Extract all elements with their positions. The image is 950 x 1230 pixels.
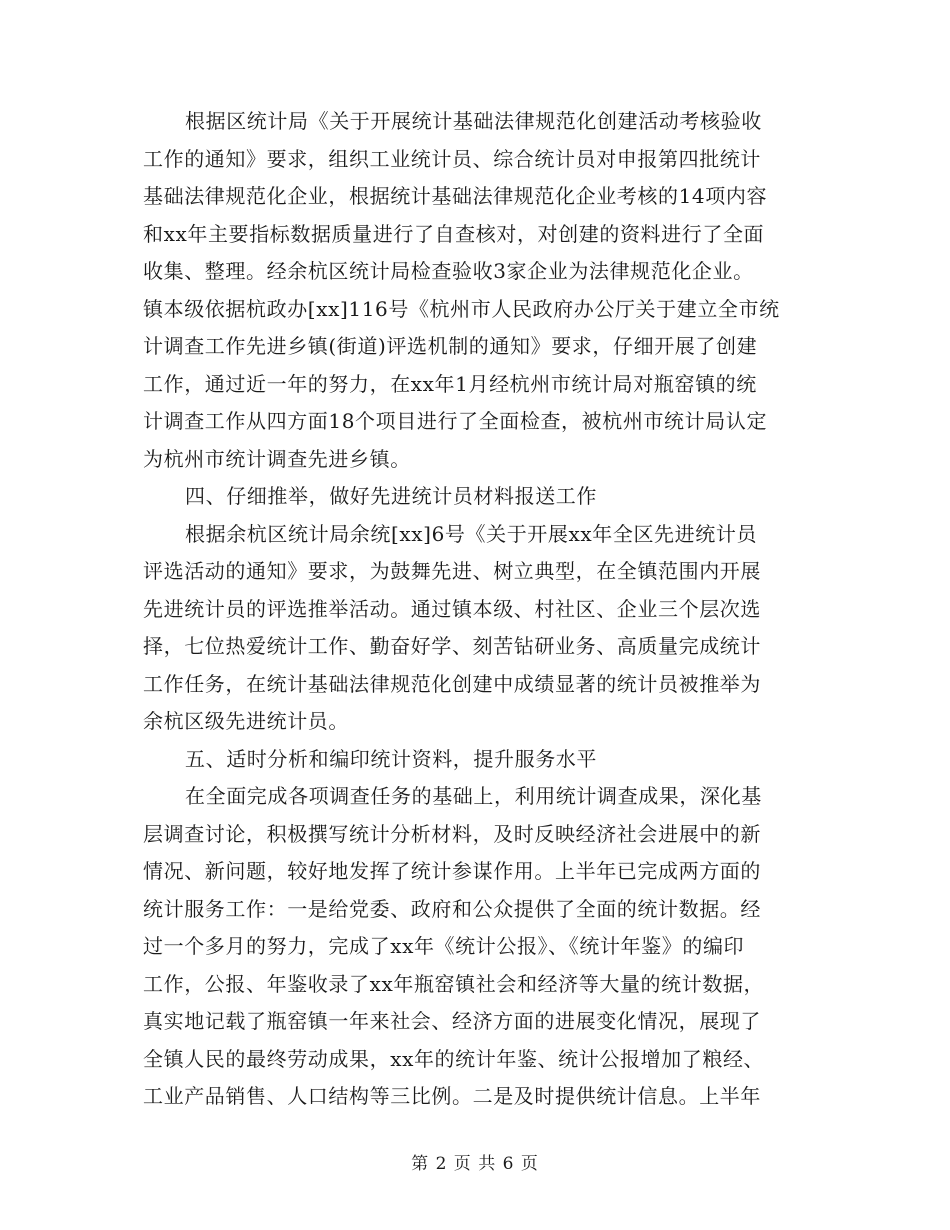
text-line: 工业产品销售、人口结构等三比例。二是及时提供统计信息。上半年 (143, 1084, 761, 1108)
document-body (143, 103, 813, 1116)
section-heading: 四、仔细推举，做好先进统计员材料报送工作 (185, 484, 597, 508)
text-line: 镇本级依据杭政办[xx]116号《杭州市人民政府办公厅关于建立全市统 (143, 296, 780, 321)
text-line: 真实地记载了瓶窑镇一年来社会、经济方面的进展变化情况，展现了 (143, 1009, 761, 1033)
text-line: 工作任务，在统计基础法律规范化创建中成绩显著的统计员被推举为 (143, 671, 761, 696)
page-number-footer: 第 2 页 共 6 页 (411, 1154, 539, 1174)
text-line: 根据区统计局《关于开展统计基础法律规范化创建活动考核验收 (185, 109, 762, 133)
text-line: 工作，公报、年鉴收录了xx年瓶窑镇社会和经济等大量的统计数据， (143, 971, 765, 996)
text-line: 工作，通过近一年的努力，在xx年1月经杭州市统计局对瓶窑镇的统 (143, 371, 757, 396)
text-line: 先进统计员的评选推举活动。通过镇本级、村社区、企业三个层次选 (143, 596, 761, 621)
text-line: 工作的通知》要求，组织工业统计员、综合统计员对申报第四批统计 (143, 146, 761, 171)
text-line: 评选活动的通知》要求，为鼓舞先进、树立典型，在全镇范围内开展 (143, 559, 761, 583)
text-line: 基础法律规范化企业，根据统计基础法律规范化企业考核的14项内容 (143, 184, 768, 208)
text-line: 情况、新问题，较好地发挥了统计参谋作用。上半年已完成两方面的 (143, 859, 761, 883)
text-line: 统计服务工作：一是给党委、政府和公众提供了全面的统计数据。经 (143, 896, 761, 921)
text-line: 层调查讨论，积极撰写统计分析材料，及时反映经济社会进展中的新 (143, 821, 761, 846)
text-line: 在全面完成各项调查任务的基础上，利用统计调查成果，深化基 (185, 784, 762, 808)
text-line: 过一个多月的努力，完成了xx年《统计公报》、《统计年鉴》的编印 (143, 934, 745, 958)
text-line: 计调查工作先进乡镇(街道)评选机制的通知》要求，仔细开展了创建 (143, 334, 758, 358)
text-line: 根据余杭区统计局余统[xx]6号《关于开展xx年全区先进统计员 (185, 521, 758, 546)
text-line: 择，七位热爱统计工作、勤奋好学、刻苦钻研业务、高质量完成统计 (143, 634, 761, 658)
section-heading: 五、适时分析和编印统计资料，提升服务水平 (185, 746, 597, 771)
text-line: 余杭区级先进统计员。 (143, 709, 349, 733)
text-line: 和xx年主要指标数据质量进行了自查核对，对创建的资料进行了全面 (143, 221, 765, 246)
text-line: 计调查工作从四方面18个项目进行了全面检查，被杭州市统计局认定 (143, 409, 768, 433)
text-line: 全镇人民的最终劳动成果，xx年的统计年鉴、统计公报增加了粮经、 (143, 1046, 765, 1071)
text-line: 收集、整理。经余杭区统计局检查验收3家企业为法律规范化企业。 (143, 259, 754, 283)
text-line: 为杭州市统计调查先进乡镇。 (143, 446, 411, 471)
